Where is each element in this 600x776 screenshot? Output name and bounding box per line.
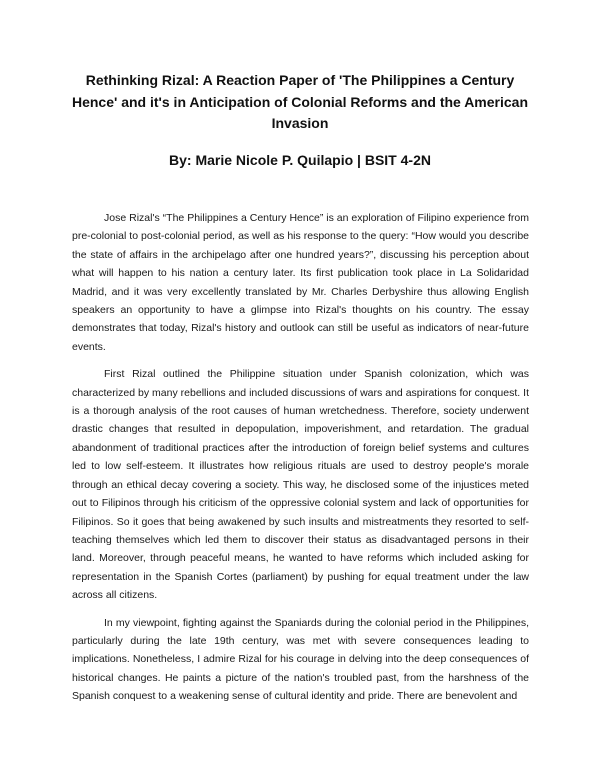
paragraph: In my viewpoint, fighting against the Spaniards during the colonial period in the Philippines, particularly during the late 19th century, was met with severe consequences leading to implications. Nonetheless, I admire Rizal for his courage in delving into the deep consequences of historical changes. He paints a picture of the nation's troubled past, from the harshness of the Spanish conquest to a weakening sense of cultural identity and pride. There are benevolent and: [72, 616, 529, 703]
author-byline: By: Marie Nicole P. Quilapio | BSIT 4-2N: [169, 152, 431, 168]
title-line: Hence' and it's in Anticipation of Colonial Reforms and the American: [71, 93, 528, 110]
title-line: Rethinking Rizal: A Reaction Paper of 'The Philippines a Century: [85, 72, 515, 88]
paper-title: [70, 70, 530, 135]
paragraph: First Rizal outlined the Philippine situation under Spanish colonization, which was characterized by many rebellions and included discussions of wars and aspirations for conquest. It is a thorough analysis of the root causes of human wretchedness. Therefore, society underwent drastic changes that resulted in depopulation, impoverishment, and retardation. The gradual abandonment of traditional practices after the introduction of foreign belief systems and cultures led to low self-esteem. It illustrates how religious rituals are used to destroy people's morale through an ethical decay covering a society. This way, he disclosed some of the injustices meted out to Filipinos through his criticism of the oppressive colonial system and lack of opportunities for Filipinos. So it goes that being awakened by such insults and mistreatments they resorted to self-teaching themselves which led them to discover their status as disadvantaged persons in their land. Moreover, through peaceful means, he wanted to have reforms which included asking for representation in the Spanish Cortes (parliament) by pushing for equal treatment under the law across all citizens.: [72, 368, 529, 602]
paragraph: Jose Rizal's “The Philippines a Century Hence” is an exploration of Filipino experience from pre-colonial to post-colonial period, as well as his response to the query: “How would you describe the state of affairs in the archipelago after one hundred years?”, discussing his perception about what will happen to his nation a century later. Its first publication took place in La Solidaridad Madrid, and it was very excellently translated by Mr. Charles Derbyshire thus allowing English speakers an opportunity to have a glimpse into Rizal's thoughts on his country. The essay demonstrates that today, Rizal's history and outlook can still be useful as indicators of near-future events.: [72, 212, 529, 353]
body-text: [72, 209, 529, 706]
title-line: Invasion: [271, 115, 329, 131]
